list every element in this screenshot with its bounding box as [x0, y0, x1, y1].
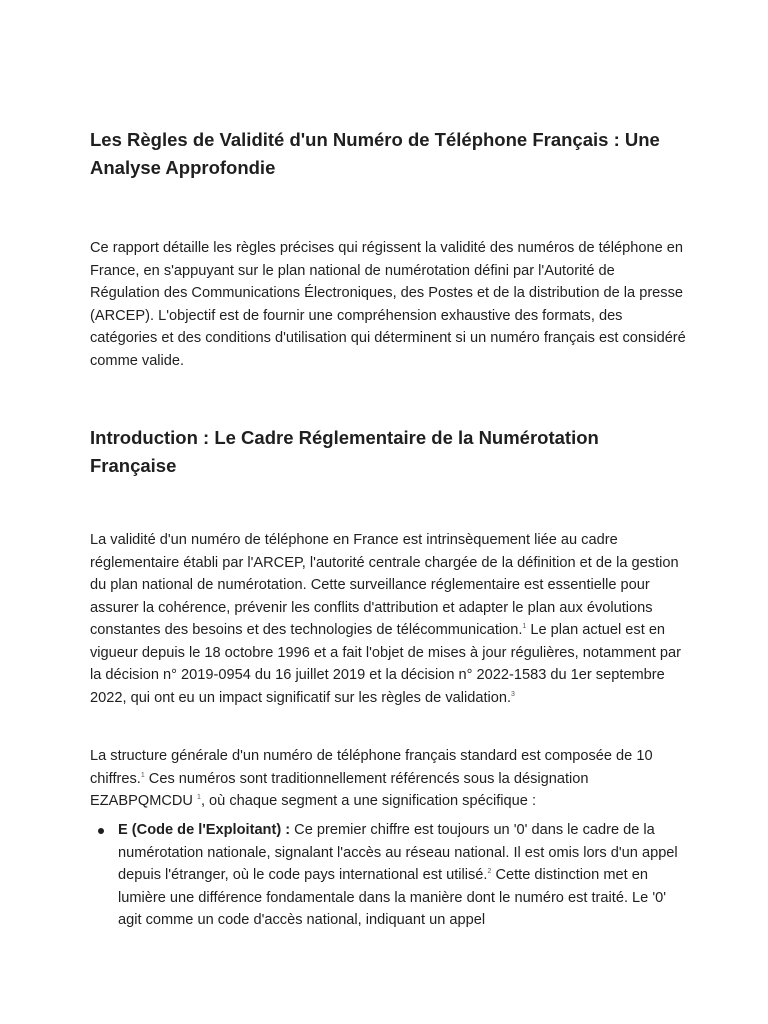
footnote-ref[interactable]: 2	[487, 868, 492, 875]
footnote-ref[interactable]: 3	[511, 690, 515, 698]
paragraph-text: Le plan actuel est en vigueur depuis le 18 octobre 1996 et a fait l'objet de mises à jour régulières, notamment par la décision n° 2019-0954 du 16 juillet 2019 et la décision n° 2022-1583 du 1er septembre 2022, qui ont eu un impact significatif sur les règles de validation.	[90, 622, 681, 706]
list-item-label: E (Code de l'Exploitant) :	[118, 822, 291, 838]
footnote-ref[interactable]: 1	[197, 794, 201, 801]
segment-list	[90, 819, 686, 932]
list-item-text: Cette distinction met en lumière une différence fondamentale dans la manière dont le numéro est traité. Le '0' agit comme un code d'accès national, indiquant un appel	[118, 867, 667, 928]
section-heading-introduction: Introduction : Le Cadre Réglementaire de la Numérotation Française	[90, 427, 599, 476]
paragraph-text: Ces numéros sont traditionnellement référencés sous la désignation EZABPQMCDU	[90, 770, 589, 809]
list-item-text: Ce premier chiffre est toujours un '0' dans le cadre de la numérotation nationale, signalant l'accès au réseau national. Il est omis lors d'un appel depuis l'étranger, où le code pays international est utilisé.	[118, 822, 678, 883]
paragraph-text: La validité d'un numéro de téléphone en France est intrinsèquement liée au cadre réglementaire établi par l'ARCEP, l'autorité centrale chargée de la définition et de la gestion du plan national de numérotation. Cette surveillance réglementaire est essentielle pour assurer la cohérence, prévenir les conflits d'attribution et adapter le plan aux évolutions constantes des besoins et des technologies de télécommunication.	[90, 532, 679, 638]
document-title: Les Règles de Validité d'un Numéro de Téléphone Français : Une Analyse Approfondie	[90, 129, 660, 178]
footnote-ref[interactable]: 1	[140, 771, 145, 779]
footnote-ref[interactable]: 1	[522, 623, 527, 630]
paragraph-text: , où chaque segment a une signification spécifique :	[200, 793, 537, 809]
introduction-paragraph-2	[90, 745, 686, 813]
paragraph-text: La structure générale d'un numéro de téléphone français standard est composée de 10 chiffres.	[90, 748, 653, 787]
introduction-paragraph-1	[90, 529, 686, 709]
list-item	[90, 819, 686, 932]
bullet-icon	[98, 828, 104, 834]
abstract-paragraph: Ce rapport détaille les règles précises qui régissent la validité des numéros de téléphone en France, en s'appuyant sur le plan national de numérotation défini par l'Autorité de Régulation des Communications Électroniques, des Postes et de la distribution de la presse (ARCEP). L'objectif est de fournir une compréhension exhaustive des formats, des catégories et des conditions d'utilisation qui déterminent si un numéro français est considéré comme valide.	[90, 240, 686, 369]
